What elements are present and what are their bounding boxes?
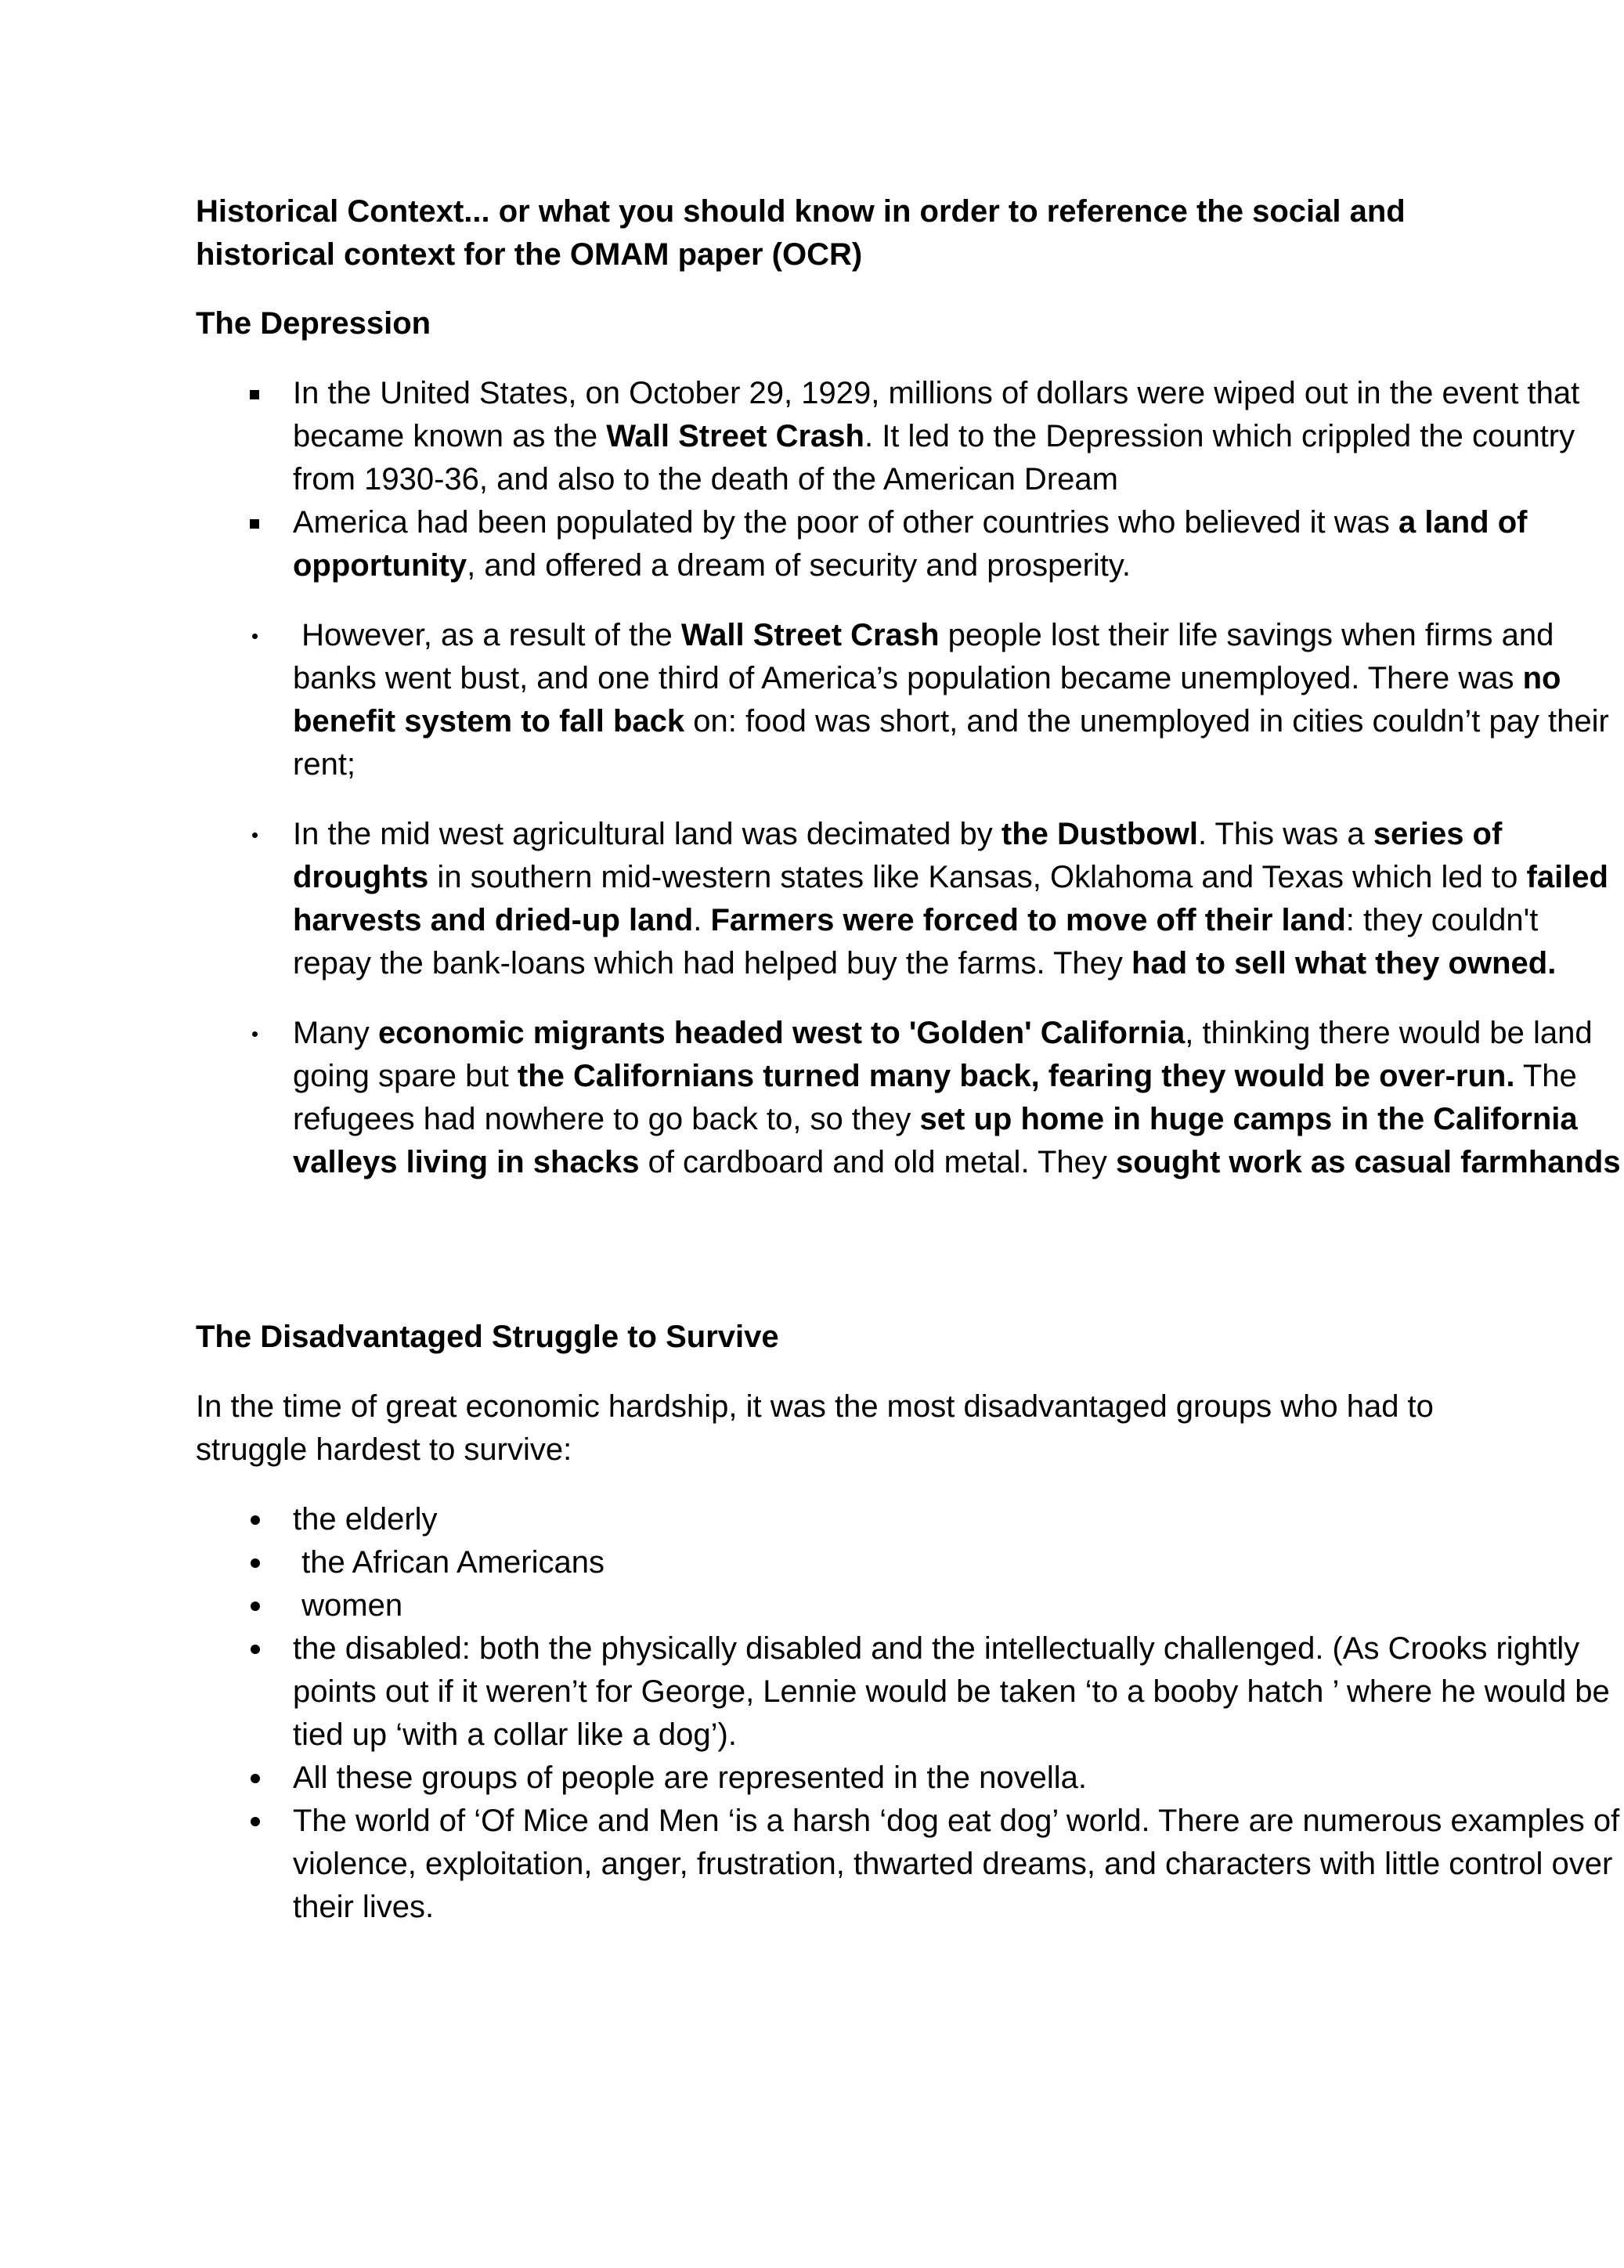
text-segment: of cardboard and old metal. They <box>639 1145 1116 1179</box>
bold-text-segment: Wall Street Crash <box>680 618 940 652</box>
list-item-text: women <box>293 1588 403 1623</box>
section-intro-paragraph: In the time of great economic hardship, it was the most disadvantaged groups who had to struggle hardest to survive: <box>196 1389 1434 1467</box>
text-segment: In the United States, on October 29, 1929, millions of dollars were wiped out in the event that became known as the <box>293 376 1589 453</box>
text-segment: . <box>693 903 711 937</box>
square-bullet-icon <box>196 501 293 544</box>
list-item-text <box>293 372 1624 501</box>
document-title: Historical Context... or what you should know in order to reference the social and historical context for the OMAM paper (OCR) <box>196 194 1406 272</box>
bold-text-segment: no benefit system to fall back <box>293 661 1570 739</box>
square-bullet-icon <box>196 372 293 415</box>
disc-bullet-icon <box>196 1541 293 1584</box>
list-item-text: the disabled: both the physically disabled and the intellectually challenged. (As Crooks rightly points out if it weren’t for George, Lennie would be taken ‘to a booby hatch ’ where he would be tied up ‘with a collar like a dog’). <box>293 1631 1610 1752</box>
depression-list-group-2 <box>196 614 1618 786</box>
text-segment: : they couldn't repay the bank-loans which had helped buy the farms. They <box>293 903 1547 981</box>
text-segment: , and offered a dream of security and prosperity. <box>467 548 1131 583</box>
disc-bullet-icon <box>196 1498 293 1541</box>
list-item-text: The world of ‘Of Mice and Men ‘is a harsh ‘dog eat dog’ world. There are numerous examples of violence, exploitation, anger, frustration, thwarted dreams, and characters with little control over their lives. <box>293 1804 1620 1924</box>
list-item <box>196 1627 1624 1757</box>
bold-text-segment: the Dustbowl <box>1001 817 1198 851</box>
text-segment: However, as a result of the <box>293 618 681 652</box>
disc-bullet-icon <box>196 1757 293 1800</box>
bold-text-segment: set up home in huge camps in the California valleys living in shacks <box>293 1102 1586 1179</box>
list-item <box>196 1584 1624 1627</box>
disadvantaged-list <box>196 1498 1620 1929</box>
list-item-text <box>293 614 1624 786</box>
dot-bullet-icon <box>196 1012 293 1055</box>
text-segment: , thinking there would be land going spare but <box>293 1016 1601 1093</box>
bold-text-segment: a land of opportunity <box>293 505 1536 583</box>
document-page <box>196 190 1621 1929</box>
list-item-text: the elderly <box>293 1502 438 1537</box>
bold-text-segment: economic migrants headed west to 'Golden' California <box>377 1016 1186 1050</box>
depression-list-group-3 <box>196 813 1618 985</box>
bold-text-segment: had to sell what they owned. <box>1131 946 1557 981</box>
text-segment: In the mid west agricultural land was decimated by <box>293 817 1001 851</box>
list-item <box>196 372 1624 501</box>
bold-text-segment: failed harvests and dried-up land <box>293 860 1618 937</box>
list-item <box>196 614 1624 786</box>
list-item <box>196 501 1624 587</box>
text-segment: The refugees had nowhere to go back to, so they <box>293 1059 1586 1136</box>
text-segment: in southern mid-western states like Kansas, Oklahoma and Texas which led to <box>428 860 1527 894</box>
list-item <box>196 1012 1624 1184</box>
dot-bullet-icon <box>196 813 293 856</box>
list-item <box>196 1800 1624 1929</box>
list-item <box>196 1757 1624 1800</box>
bold-text-segment: sought work as casual farmhands <box>1115 1145 1621 1179</box>
text-segment: on: food was short, and the unemployed in cities couldn’t pay their rent; <box>293 704 1618 782</box>
text-segment: people lost their life savings when firms and banks went bust, and one third of America’s population became unemployed. There was <box>293 618 1563 695</box>
text-segment: . It led to the Depression which crippled the country from 1930-36, and also to the death of the American Dream <box>293 419 1584 497</box>
section-heading-disadvantaged: The Disadvantaged Struggle to Survive <box>196 1320 779 1354</box>
list-item-text <box>293 501 1624 587</box>
text-segment: . This was a <box>1197 817 1373 851</box>
depression-list-group-1 <box>196 372 1589 587</box>
list-item-text <box>293 813 1624 985</box>
text-segment: Many <box>293 1016 378 1050</box>
list-item-text <box>293 1012 1624 1184</box>
depression-list-group-4 <box>196 1012 1621 1184</box>
bold-text-segment: series of droughts <box>293 817 1511 894</box>
list-item <box>196 1498 1624 1541</box>
text-segment: America had been populated by the poor of other countries who believed it was <box>293 505 1398 540</box>
list-item <box>196 1541 1624 1584</box>
disc-bullet-icon <box>196 1627 293 1670</box>
list-item-text: the African Americans <box>293 1545 604 1580</box>
bold-text-segment: the Californians turned many back, fearing they would be over-run. <box>517 1059 1515 1093</box>
dot-bullet-icon <box>196 614 293 657</box>
bold-text-segment: Wall Street Crash <box>606 419 864 453</box>
section-heading-depression: The Depression <box>196 306 431 341</box>
disc-bullet-icon <box>196 1584 293 1627</box>
list-item <box>196 813 1624 985</box>
bold-text-segment: Farmers were forced to move off their land <box>710 903 1346 937</box>
disc-bullet-icon <box>196 1800 293 1843</box>
list-item-text: All these groups of people are represented in the novella. <box>293 1761 1088 1795</box>
